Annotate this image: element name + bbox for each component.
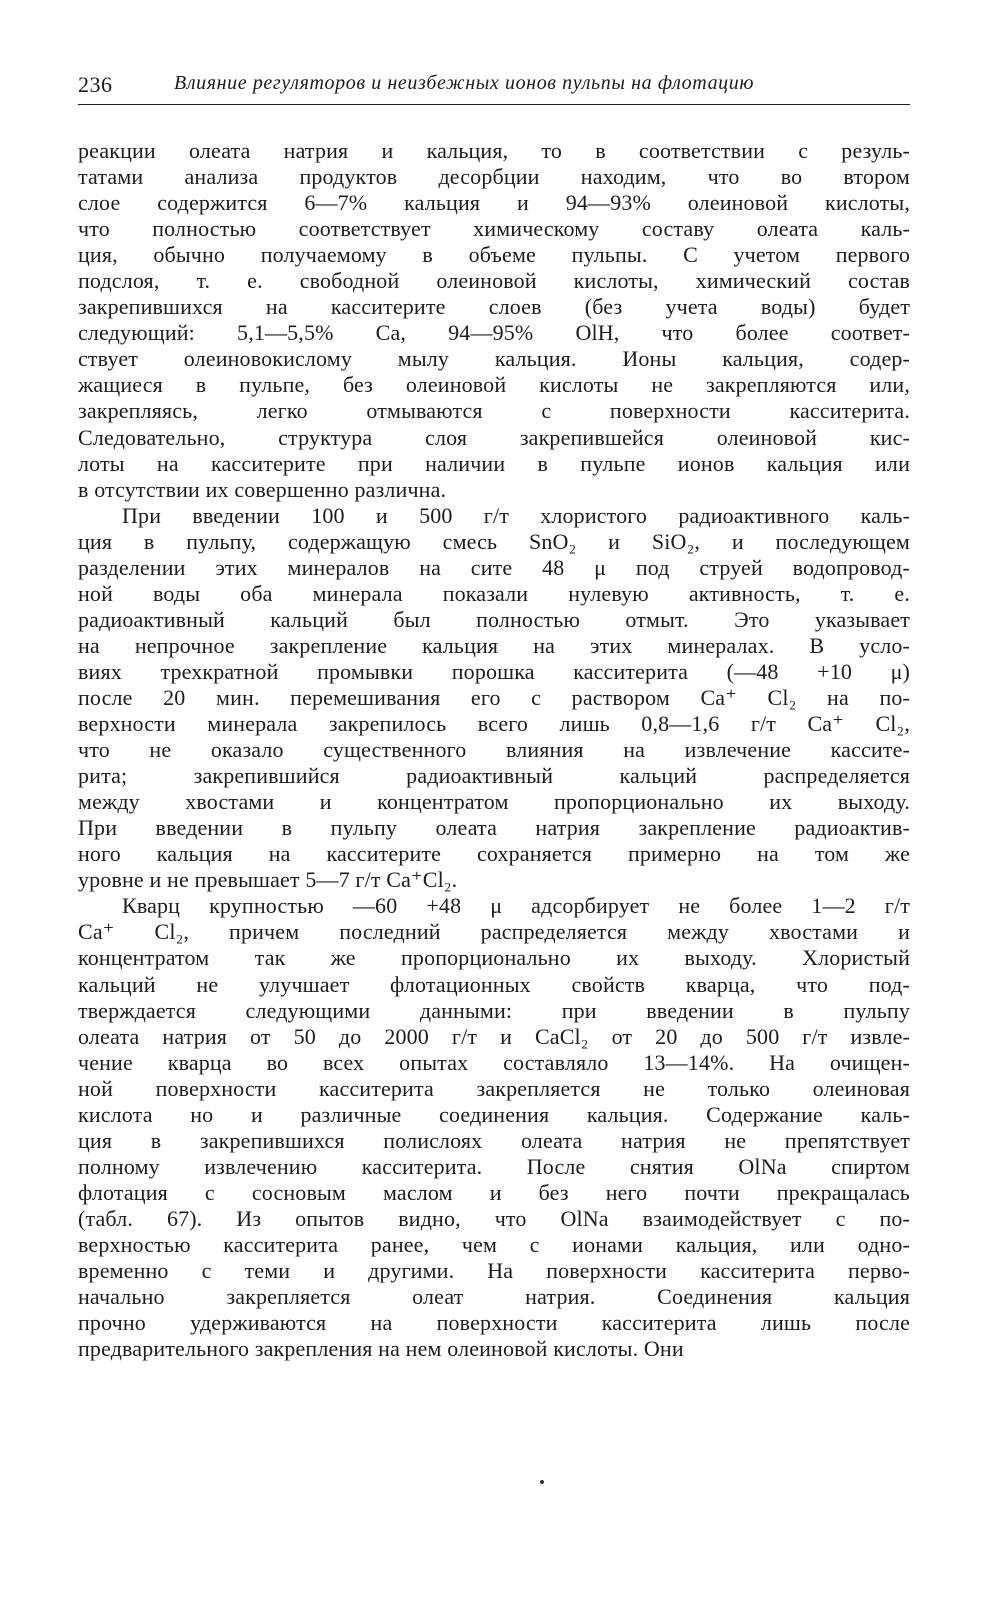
page-number: 236 bbox=[78, 72, 113, 97]
text-line: кальций не улучшает флотационных свойств кварца, что под- bbox=[78, 971, 910, 997]
text-line: на непрочное закрепление кальция на этих минералах. В усло- bbox=[78, 632, 910, 658]
text-line: Ca⁺ Cl₂, причем последний распределяется между хвостами и bbox=[78, 919, 910, 945]
text-line: тверждается следующими данными: при введении в пульпу bbox=[78, 997, 910, 1023]
text-line: слое содержится 6—7% кальция и 94—93% олеиновой кислоты, bbox=[78, 190, 910, 216]
paragraph bbox=[78, 893, 910, 1362]
text-line: реакции олеата натрия и кальция, то в соответствии с резуль- bbox=[78, 138, 910, 163]
running-header bbox=[78, 70, 910, 105]
text-line: Следовательно, структура слоя закрепившейся олеиновой кис- bbox=[78, 424, 910, 450]
running-title: Влияние регуляторов и неизбежных ионов пульпы на флотацию bbox=[174, 72, 755, 94]
text-line: временно с теми и другими. На поверхности касситерита перво- bbox=[78, 1258, 910, 1284]
text-line: в отсутствии их совершенно различна. bbox=[78, 476, 447, 502]
text-line: подслоя, т. е. свободной олеиновой кислоты, химический состав bbox=[78, 268, 910, 294]
body-text bbox=[78, 138, 910, 1362]
text-line: начально закрепляется олеат натрия. Соединения кальция bbox=[78, 1284, 910, 1310]
text-line: При введении 100 и 500 г/т хлористого радиоактивного каль- bbox=[122, 502, 910, 528]
text-line: ствует олеиновокислому мылу кальция. Ионы кальция, содер- bbox=[78, 346, 910, 372]
text-line: разделении этих минералов на сите 48 μ под струей водопровод- bbox=[78, 554, 910, 580]
text-line: между хвостами и концентратом пропорционально их выходу. bbox=[78, 789, 910, 815]
text-line: что полностью соответствует химическому составу олеата каль- bbox=[78, 216, 910, 242]
text-line: ция, обычно получаемому в объеме пульпы. С учетом первого bbox=[78, 242, 910, 268]
text-line: полному извлечению касситерита. После снятия OlNa спиртом bbox=[78, 1153, 910, 1179]
text-line: олеата натрия от 50 до 2000 г/т и CaCl₂ от 20 до 500 г/т извле- bbox=[78, 1023, 910, 1049]
text-line: рита; закрепившийся радиоактивный кальций распределяется bbox=[78, 763, 910, 789]
text-line: жащиеся в пульпе, без олеиновой кислоты не закрепляются или, bbox=[78, 372, 910, 398]
text-line: закрепившихся на касситерите слоев (без учета воды) будет bbox=[78, 294, 910, 320]
text-line: после 20 мин. перемешивания его с раствором Ca⁺ Cl₂ на по- bbox=[78, 684, 910, 710]
text-line: прочно удерживаются на поверхности касситерита лишь после bbox=[78, 1310, 910, 1336]
text-line: закрепляясь, легко отмываются с поверхности касситерита. bbox=[78, 398, 910, 424]
text-line: что не оказало существенного влияния на извлечение кассите- bbox=[78, 737, 910, 763]
text-line: предварительного закрепления на нем олеиновой кислоты. Они bbox=[78, 1336, 684, 1362]
text-line: кислота но и различные соединения кальция. Содержание каль- bbox=[78, 1101, 910, 1127]
text-line: следующий: 5,1—5,5% Ca, 94—95% OlH, что более соответ- bbox=[78, 320, 910, 346]
text-line: лоты на касситерите при наличии в пульпе ионов кальция или bbox=[78, 450, 910, 476]
text-line: чение кварца во всех опытах составляло 13—14%. На очищен- bbox=[78, 1049, 910, 1075]
text-line: флотация с сосновым маслом и без него почти прекращалась bbox=[78, 1179, 910, 1205]
text-line: татами анализа продуктов десорбции находим, что во втором bbox=[78, 164, 910, 190]
text-line: верхности минерала закрепилось всего лишь 0,8—1,6 г/т Ca⁺ Cl₂, bbox=[78, 711, 910, 737]
text-line: При введении в пульпу олеата натрия закрепление радиоактив- bbox=[78, 815, 910, 841]
text-line: уровне и не превышает 5—7 г/т Ca⁺Cl₂. bbox=[78, 867, 458, 893]
text-line: ного кальция на касситерите сохраняется примерно на том же bbox=[78, 841, 910, 867]
text-line: верхностью касситерита ранее, чем с ионами кальция, или одно- bbox=[78, 1231, 910, 1257]
paragraph bbox=[78, 503, 910, 894]
text-line: ция в пульпу, содержащую смесь SnO₂ и SiO₂, и последующем bbox=[78, 528, 910, 554]
text-line: концентратом так же пропорционально их выходу. Хлористый bbox=[78, 945, 910, 971]
text-line: Кварц крупностью —60 +48 μ адсорбирует не более 1—2 г/т bbox=[122, 893, 910, 919]
text-line: ной воды оба минерала показали нулевую активность, т. е. bbox=[78, 580, 910, 606]
text-line: ция в закрепившихся полислоях олеата натрия не препятствует bbox=[78, 1127, 910, 1153]
text-line: ной поверхности касситерита закрепляется не только олеиновая bbox=[78, 1075, 910, 1101]
page-speck bbox=[540, 1480, 544, 1484]
paragraph bbox=[78, 138, 910, 503]
text-line: радиоактивный кальций был полностью отмыт. Это указывает bbox=[78, 606, 910, 632]
text-line: виях трехкратной промывки порошка касситерита (—48 +10 μ) bbox=[78, 658, 910, 684]
text-line: (табл. 67). Из опытов видно, что OlNa взаимодействует с по- bbox=[78, 1205, 910, 1231]
